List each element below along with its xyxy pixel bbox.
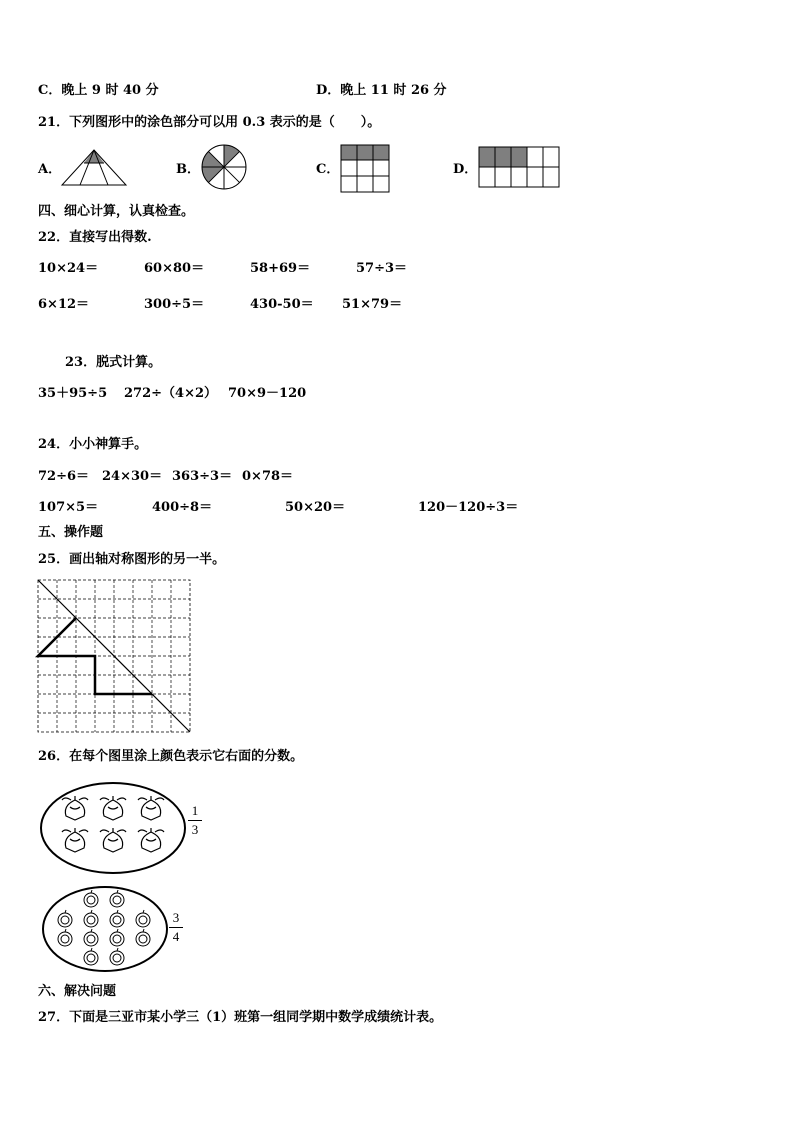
symmetry-grid [38, 580, 192, 734]
q24-item: 120－120÷3＝ [418, 500, 519, 515]
q21-label-c: C． [316, 162, 340, 177]
fraction-denominator: 3 [191, 822, 199, 837]
q22-item: 10×24＝ [38, 261, 99, 276]
fraction-numerator: 3 [172, 910, 180, 925]
q22-item: 60×80＝ [144, 261, 205, 276]
q27-stem: 27．下面是三亚市某小学三（1）班第一组同学期中数学成绩统计表。 [38, 1010, 443, 1025]
grid-figure-d [478, 146, 562, 190]
triangle-figure [60, 148, 128, 188]
q24-stem: 24．小小神算手。 [38, 437, 148, 452]
q22-item: 57÷3＝ [356, 261, 408, 276]
grid-figure-c [340, 144, 390, 194]
q26-stem: 26．在每个图里涂上颜色表示它右面的分数。 [38, 749, 304, 764]
q23-stem: 23．脱式计算。 [65, 355, 162, 370]
q22-item: 58+69＝ [250, 261, 311, 276]
q22-item: 430-50＝ [250, 297, 314, 312]
q23-item: 70×9－120 [228, 386, 307, 401]
section-5-heading: 五、操作题 [38, 525, 104, 540]
q24-item: 107×5＝ [38, 500, 99, 515]
q25-stem: 25．画出轴对称图形的另一半。 [38, 552, 226, 567]
peach-oval [40, 782, 186, 874]
q24-item: 72÷6＝ [38, 469, 90, 484]
q24-item: 24×30＝ [102, 469, 163, 484]
q24-item: 0×78＝ [242, 469, 294, 484]
q21-label-a: A． [38, 162, 62, 177]
q23-item: 272÷（4×2） [124, 386, 218, 401]
q22-stem: 22．直接写出得数. [38, 230, 152, 245]
q21-stem: 21．下列图形中的涂色部分可以用 0.3 表示的是（ ）。 [38, 115, 381, 130]
q24-item: 50×20＝ [285, 500, 346, 515]
option-d: D．晚上 11 时 26 分 [316, 83, 447, 98]
q24-item: 400÷8＝ [152, 500, 213, 515]
fraction-three-fourths [169, 910, 183, 945]
q21-label-b: B． [176, 162, 200, 177]
q22-item: 300÷5＝ [144, 297, 205, 312]
fraction-numerator: 1 [191, 803, 199, 818]
q24-item: 363÷3＝ [172, 469, 233, 484]
q22-item: 6×12＝ [38, 297, 90, 312]
section-6-heading: 六、解决问题 [38, 984, 117, 999]
q22-item: 51×79＝ [342, 297, 403, 312]
fraction-one-third [188, 803, 202, 838]
q21-label-d: D． [453, 162, 478, 177]
section-4-heading: 四、细心计算，认真检查。 [38, 204, 195, 219]
q23-item: 35＋95÷5 [38, 386, 108, 401]
option-c: C．晚上 9 时 40 分 [38, 83, 159, 98]
apple-oval [42, 886, 168, 972]
fraction-denominator: 4 [172, 929, 180, 944]
circle-figure [200, 143, 248, 191]
